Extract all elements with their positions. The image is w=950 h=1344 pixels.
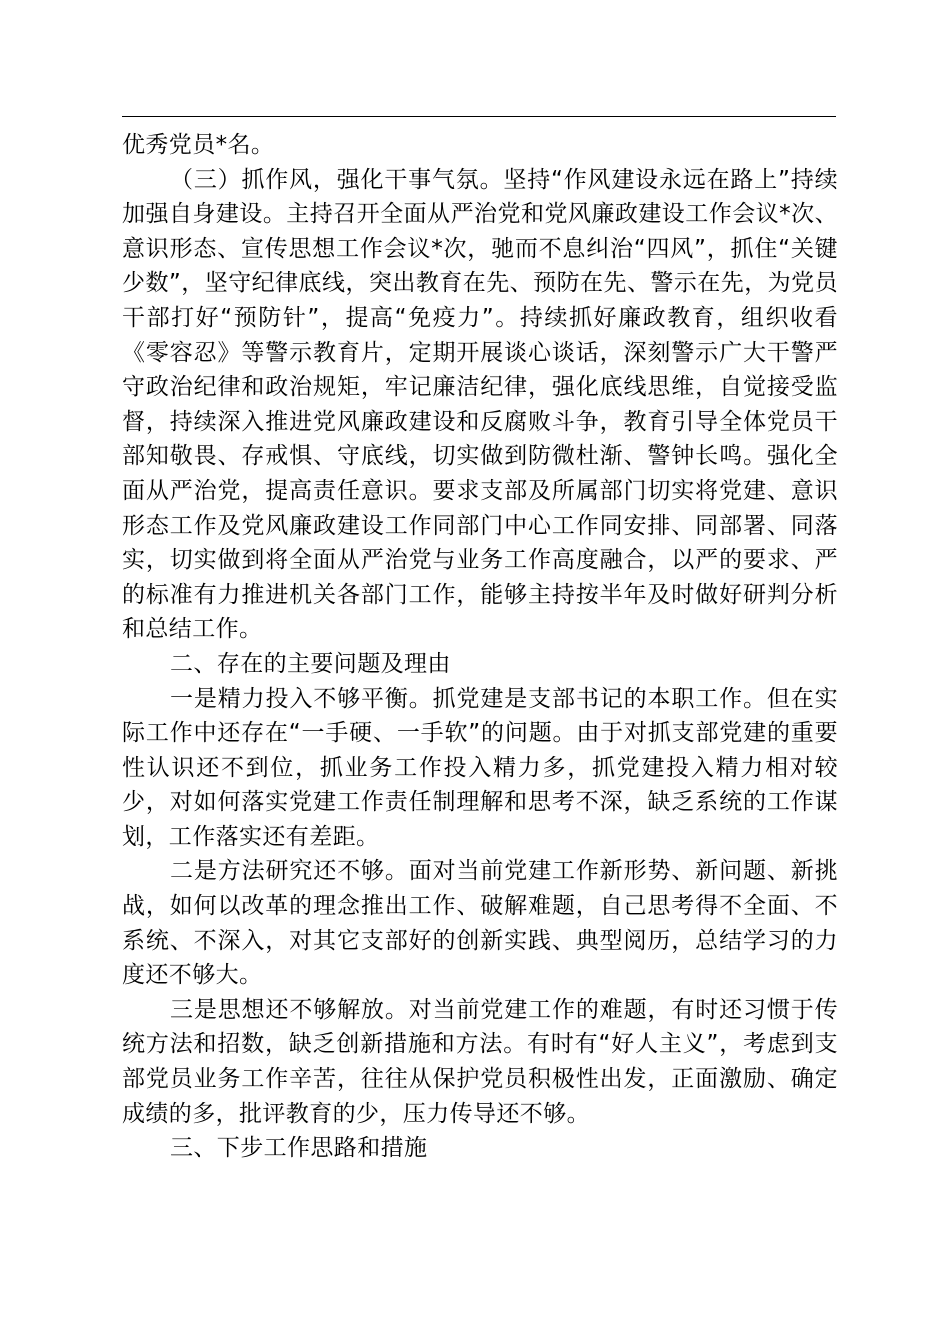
paragraph-work-style: （三）抓作风，强化干事气氛。坚持“作风建设永远在路上”持续加强自身建设。主持召开全面从严治党和党风廉政建设工作会议*次、意识形态、宣传思想工作会议*次，驰而不息纠治“四风”，抓住“关键少数”，坚守纪律底线，突出教育在先、预防在先、警示在先，为党员干部打好“预防针”，提高“免疫力”。持续抓好廉政教育，组织收看《零容忍》等警示教育片，定期开展谈心谈话，深刻警示广大干警严守政治纪律和政治规矩，牢记廉洁纪律，强化底线思维，自觉接受监督，持续深入推进党风廉政建设和反腐败斗争，教育引导全体党员干部知敬畏、存戒惧、守底线，切实做到防微杜渐、警钟长鸣。强化全面从严治党，提高责任意识。要求支部及所属部门切实将党建、意识形态工作及党风廉政建设工作同部门中心工作同安排、同部署、同落实，切实做到将全面从严治党与业务工作高度融合，以严的要求、严的标准有力推进机关各部门工作，能够主持按半年及时做好研判分析和总结工作。 [122,166,838,643]
section-heading-next-steps: 三、下步工作思路和措施 [170,1135,428,1162]
header-rule [122,116,836,117]
paragraph-problem-three: 三是思想还不够解放。对当前党建工作的难题，有时还习惯于传统方法和招数，缺乏创新措施和方法。有时有“好人主义”，考虑到支部党员业务工作辛苦，往往从保护党员积极性出发，正面激励、确定成绩的多，批评教育的少，压力传导还不够。 [122,996,838,1127]
paragraph-problem-two: 二是方法研究还不够。面对当前党建工作新形势、新问题、新挑战，如何以改革的理念推出工作、破解难题，自己思考得不全面、不系统、不深入，对其它支部好的创新实践、典型阅历，总结学习的力度还不够大。 [122,858,838,989]
paragraph-continuation: 优秀党员*名。 [122,132,275,158]
document-body [122,128,838,1166]
paragraph-problem-one: 一是精力投入不够平衡。抓党建是支部书记的本职工作。但在实际工作中还存在“一手硬、一手软”的问题。由于对抓支部党建的重要性认识还不到位，抓业务工作投入精力多，抓党建投入精力相对较少，对如何落实党建工作责任制理解和思考不深，缺乏系统的工作谋划，工作落实还有差距。 [122,685,838,850]
section-heading-problems: 二、存在的主要问题及理由 [170,650,451,677]
